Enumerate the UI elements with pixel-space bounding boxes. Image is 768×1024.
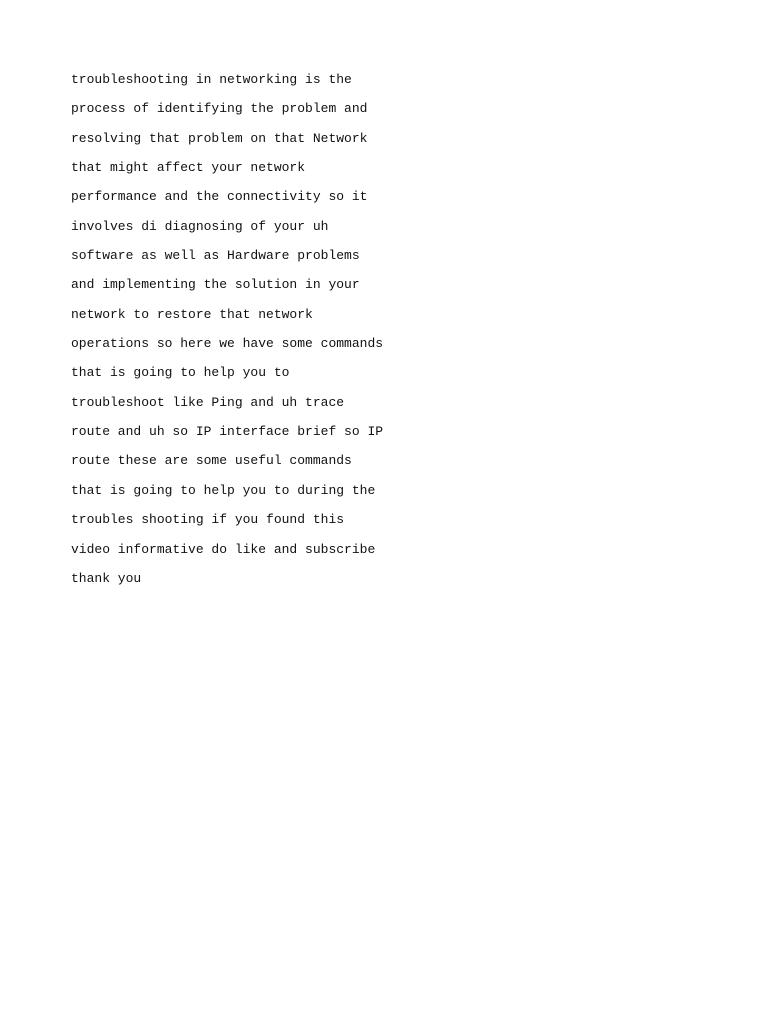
text-line: involves di diagnosing of your uh	[71, 218, 329, 234]
transcript-text	[71, 70, 383, 598]
text-line: that is going to help you to during the	[71, 482, 376, 498]
text-line: troubleshooting in networking is the	[71, 72, 352, 87]
text-line: video informative do like and subscribe	[71, 541, 376, 557]
text-line: software as well as Hardware problems	[71, 248, 360, 264]
text-line: route and uh so IP interface brief so IP	[71, 424, 384, 440]
text-line: resolving that problem on that Network	[71, 130, 368, 146]
text-line: that is going to help you to	[71, 365, 290, 381]
text-line: troubles shooting if you found this	[71, 512, 345, 528]
text-line: performance and the connectivity so it	[71, 189, 368, 205]
text-line: troubleshoot like Ping and uh trace	[71, 394, 345, 410]
text-line: route these are some useful commands	[71, 453, 352, 469]
text-line: that might affect your network	[71, 160, 306, 176]
text-line: process of identifying the problem and	[71, 101, 368, 117]
text-line: and implementing the solution in your	[71, 277, 360, 293]
text-line: network to restore that network	[71, 306, 313, 322]
text-line: thank you	[71, 570, 142, 586]
text-line: operations so here we have some commands	[71, 336, 384, 352]
